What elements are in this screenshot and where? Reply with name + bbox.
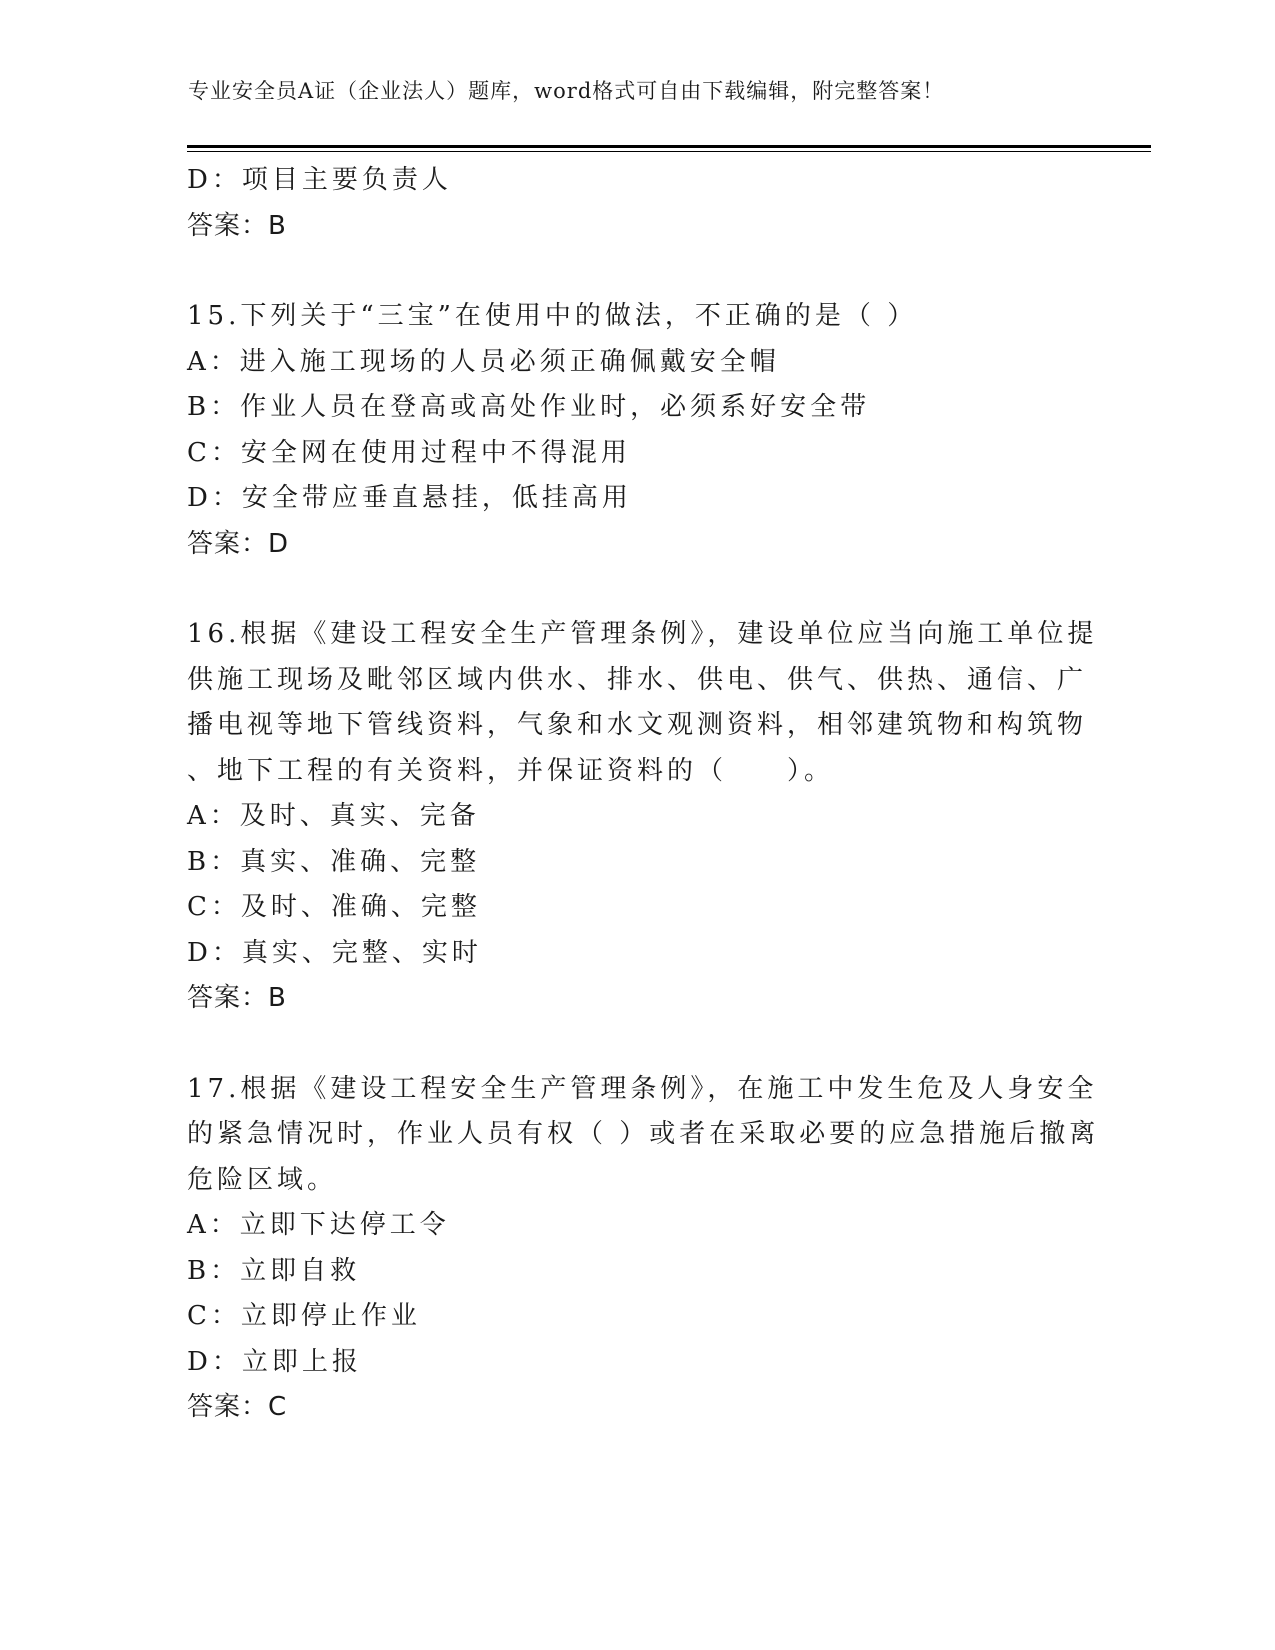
option-b: B：立即自救 xyxy=(187,1255,361,1286)
question-17 xyxy=(187,1067,1100,1431)
spacer xyxy=(187,1022,1087,1067)
answer: 答案：C xyxy=(187,1392,288,1422)
option-c: C：及时、准确、完整 xyxy=(187,892,481,922)
option-a: A：及时、真实、完备 xyxy=(187,801,480,831)
question-stem: 15.下列关于“三宝”在使用中的做法，不正确的是（ ） xyxy=(187,301,918,331)
question-stem-line: 供施工现场及毗邻区域内供水、排水、供电、供气、供热、通信、广 xyxy=(187,664,1088,695)
spacer xyxy=(187,567,1087,612)
question-stem-line: 、地下工程的有关资料，并保证资料的（ ）。 xyxy=(187,755,835,786)
option-c: C：立即停止作业 xyxy=(187,1301,421,1331)
prev-option-d: D：项目主要负责人 xyxy=(187,165,452,195)
question-content xyxy=(187,158,1100,1431)
option-d: D：安全带应垂直悬挂，低挂高用 xyxy=(187,483,632,513)
question-stem-line: 危险区域。 xyxy=(187,1164,338,1195)
question-stem-line: 17.根据《建设工程安全生产管理条例》，在施工中发生危及人身安全 xyxy=(187,1073,1098,1104)
question-stem-line: 播电视等地下管线资料，气象和水文观测资料，相邻建筑物和构筑物 xyxy=(187,710,1088,740)
option-b: B：作业人员在登高或高处作业时，必须系好安全带 xyxy=(187,392,871,422)
question-15 xyxy=(187,294,1087,567)
spacer xyxy=(187,249,1087,294)
option-b: B：真实、准确、完整 xyxy=(187,846,481,877)
option-d: D：立即上报 xyxy=(187,1346,362,1377)
answer: 答案：B xyxy=(187,983,287,1013)
question-stem-line: 的紧急情况时，作业人员有权（ ）或者在采取必要的应急措施后撤离 xyxy=(187,1119,1100,1149)
header-rule-thin xyxy=(187,151,1151,152)
answer: 答案：D xyxy=(187,528,290,559)
option-a: A：立即下达停工令 xyxy=(187,1210,450,1240)
option-a: A：进入施工现场的人员必须正确佩戴安全帽 xyxy=(187,346,780,377)
option-c: C：安全网在使用过程中不得混用 xyxy=(187,437,631,468)
header-rule-thick xyxy=(187,145,1151,148)
prev-answer: 答案：B xyxy=(187,210,287,241)
option-d: D：真实、完整、实时 xyxy=(187,937,482,968)
page-header: 专业安全员A证（企业法人）题库，word格式可自由下载编辑，附完整答案！ xyxy=(188,79,945,103)
question-16 xyxy=(187,612,1098,1022)
question-stem-line: 16.根据《建设工程安全生产管理条例》，建设单位应当向施工单位提 xyxy=(187,619,1098,649)
